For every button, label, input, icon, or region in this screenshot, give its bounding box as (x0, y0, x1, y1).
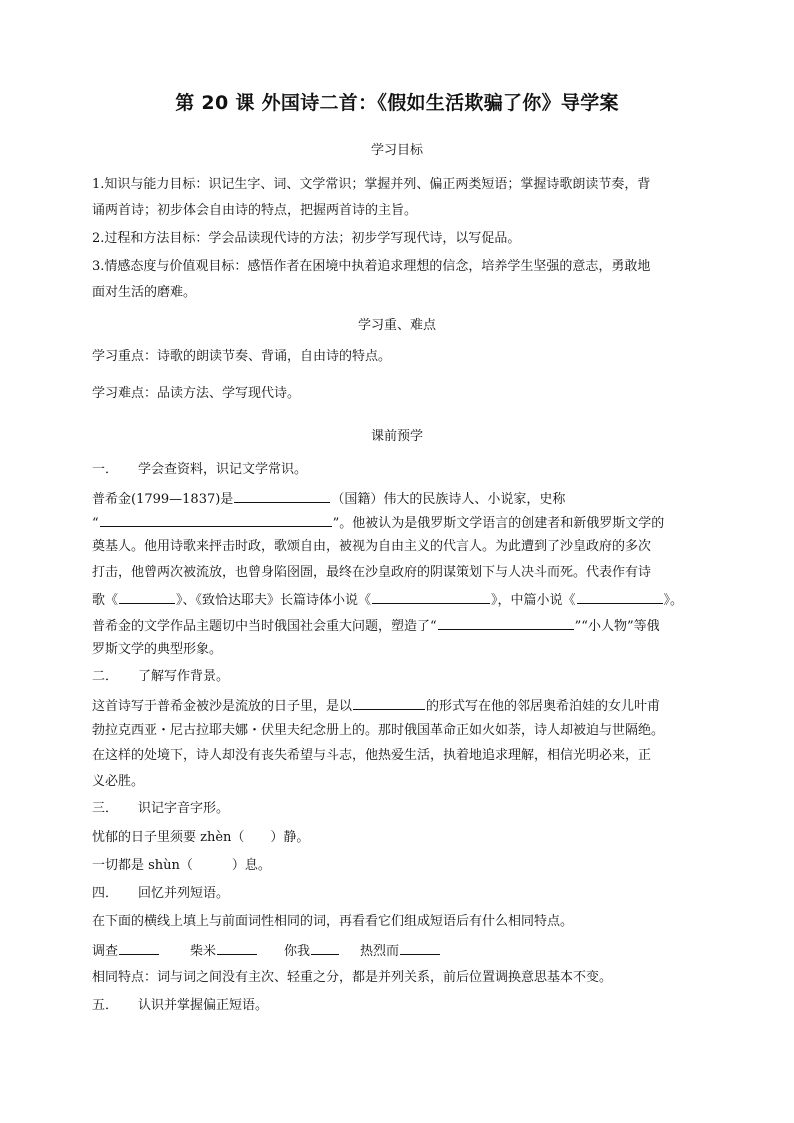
fill-blank-title[interactable] (100, 514, 332, 527)
part2-line-4: 义必胜。 (92, 774, 145, 789)
fill-blank-form[interactable] (353, 697, 425, 710)
page-title: 第 20 课 外国诗二首：《假如生活欺骗了你》导学案 (175, 92, 619, 114)
part3-number: 三． (92, 801, 119, 816)
goals-heading: 学习目标 (370, 143, 423, 158)
text-run: （国籍）伟大的民族诗人、小说家，史称 (331, 492, 566, 507)
part4-heading (92, 886, 712, 902)
word-label: 柴米 (190, 944, 217, 959)
fill-blank-word-1[interactable] (119, 942, 159, 955)
part1-line-1 (92, 490, 712, 508)
key-focus: 学习重点：诗歌的朗读节奏、背诵，自由诗的特点。 (92, 349, 392, 364)
part1-number: 一． (92, 462, 119, 477)
part4-number: 四． (92, 886, 119, 901)
fill-blank-novella[interactable] (577, 591, 663, 604)
part1-line-6 (92, 617, 712, 635)
part4-line-1: 在下面的横线上填上与前面词性相同的词，再看看它们组成短语后有什么相同特点。 (92, 914, 574, 929)
key-difficulty: 学习难点：品读方法、学写现代诗。 (92, 386, 301, 401)
text-run: 》、《致恰达耶夫》长篇诗体小说《 (176, 593, 372, 608)
fill-blank-word-2[interactable] (217, 942, 257, 955)
part2-line-3: 在这样的处境下，诗人却没有丧失希望与斗志，他热爱生活，执着地追求理解，相信光明必来，正 (92, 748, 652, 763)
text-run: 这首诗写于普希金被沙是流放的日子里，是以 (92, 699, 353, 714)
fill-blank-word-3[interactable] (311, 942, 339, 955)
fill-blank-word-4[interactable] (400, 942, 440, 955)
part2-line-1 (92, 697, 712, 715)
key-heading: 学习重、难点 (357, 318, 436, 333)
part5-heading (92, 998, 712, 1014)
goal-3-line-2: 面对生活的磨难。 (92, 285, 197, 300)
part4-line-3: 相同特点：词与词之间没有主次、轻重之分，都是并列关系，前后位置调换意思基本不变。 (92, 970, 613, 985)
preview-heading: 课前预学 (370, 429, 423, 444)
part4-word-row (92, 942, 712, 960)
part2-number: 二． (92, 669, 119, 684)
part1-line-7: 罗斯文学的典型形象。 (92, 642, 223, 657)
goal-3-line-1: 3.情感态度与价值观目标：感悟作者在困境中执着追求理想的信念，培养学生坚强的意志，勇敢地 (92, 259, 651, 274)
text-run: ”。他被认为是俄罗斯文学语言的创建者和新俄罗斯文学的 (332, 516, 665, 531)
part4-title: 回忆并列短语。 (138, 886, 230, 901)
part2-title: 了解写作背景。 (138, 669, 230, 684)
word-label: 你我 (284, 944, 311, 959)
text-run: ”“小人物”等俄 (574, 619, 660, 634)
text-run: 的形式写在他的邻居奥希泊娃的女儿叶甫 (426, 699, 661, 714)
goal-2: 2.过程和方法目标：学会品读现代诗的方法；初步学写现代诗，以写促品。 (92, 231, 521, 246)
part1-line-3: 奠基人。他用诗歌来抨击时政，歌颂自由，被视为自由主义的代言人。为此遭到了沙皇政府的多次 (92, 539, 652, 554)
part5-number: 五． (92, 998, 119, 1013)
text-run: 普希金(1799—1837)是 (92, 492, 234, 507)
part2-heading (92, 669, 712, 685)
text-run: 》，中篇小说《 (491, 593, 576, 608)
fill-blank-country[interactable] (234, 490, 330, 503)
text-run: 歌《 (92, 593, 119, 608)
word-label: 调查 (92, 944, 119, 959)
text-run: 普希金的文学作品主题切中当时俄国社会重大问题，塑造了“ (92, 619, 437, 634)
word-label: 热烈而 (360, 944, 400, 959)
part3-line-2: 一切都是 shùn（ ）息。 (92, 858, 271, 873)
part2-line-2: 勃拉克西亚・尼古拉耶夫娜・伏里夫纪念册上的。那时俄国革命正如火如荼，诗人却被迫与世隔绝。 (92, 723, 665, 738)
part5-title: 认识并掌握偏正短语。 (138, 998, 269, 1013)
part1-title: 学会查资料，识记文学常识。 (138, 462, 308, 477)
fill-blank-character[interactable] (438, 617, 574, 630)
part3-title: 识记字音字形。 (138, 801, 230, 816)
part1-line-2 (92, 514, 712, 532)
goal-1-line-1: 1.知识与能力目标：识记生字、词、文学常识；掌握并列、偏正两类短语；掌握诗歌朗读节奏，背 (92, 177, 651, 192)
text-run: 》。 (663, 593, 684, 608)
part1-line-4: 打击，他曾两次被流放，也曾身陷囹圄，最终在沙皇政府的阴谋策划下与人决斗而死。代表作有诗 (92, 565, 652, 580)
part3-heading (92, 801, 712, 817)
fill-blank-poem[interactable] (119, 591, 175, 604)
part1-line-5 (92, 591, 712, 609)
fill-blank-novel[interactable] (372, 591, 490, 604)
text-run: “ (92, 516, 99, 531)
part1-heading (92, 462, 712, 478)
part3-line-1: 忧郁的日子里须要 zhèn（ ）静。 (92, 830, 310, 845)
goal-1-line-2: 诵两首诗；初步体会自由诗的特点，把握两首诗的主旨。 (92, 203, 418, 218)
